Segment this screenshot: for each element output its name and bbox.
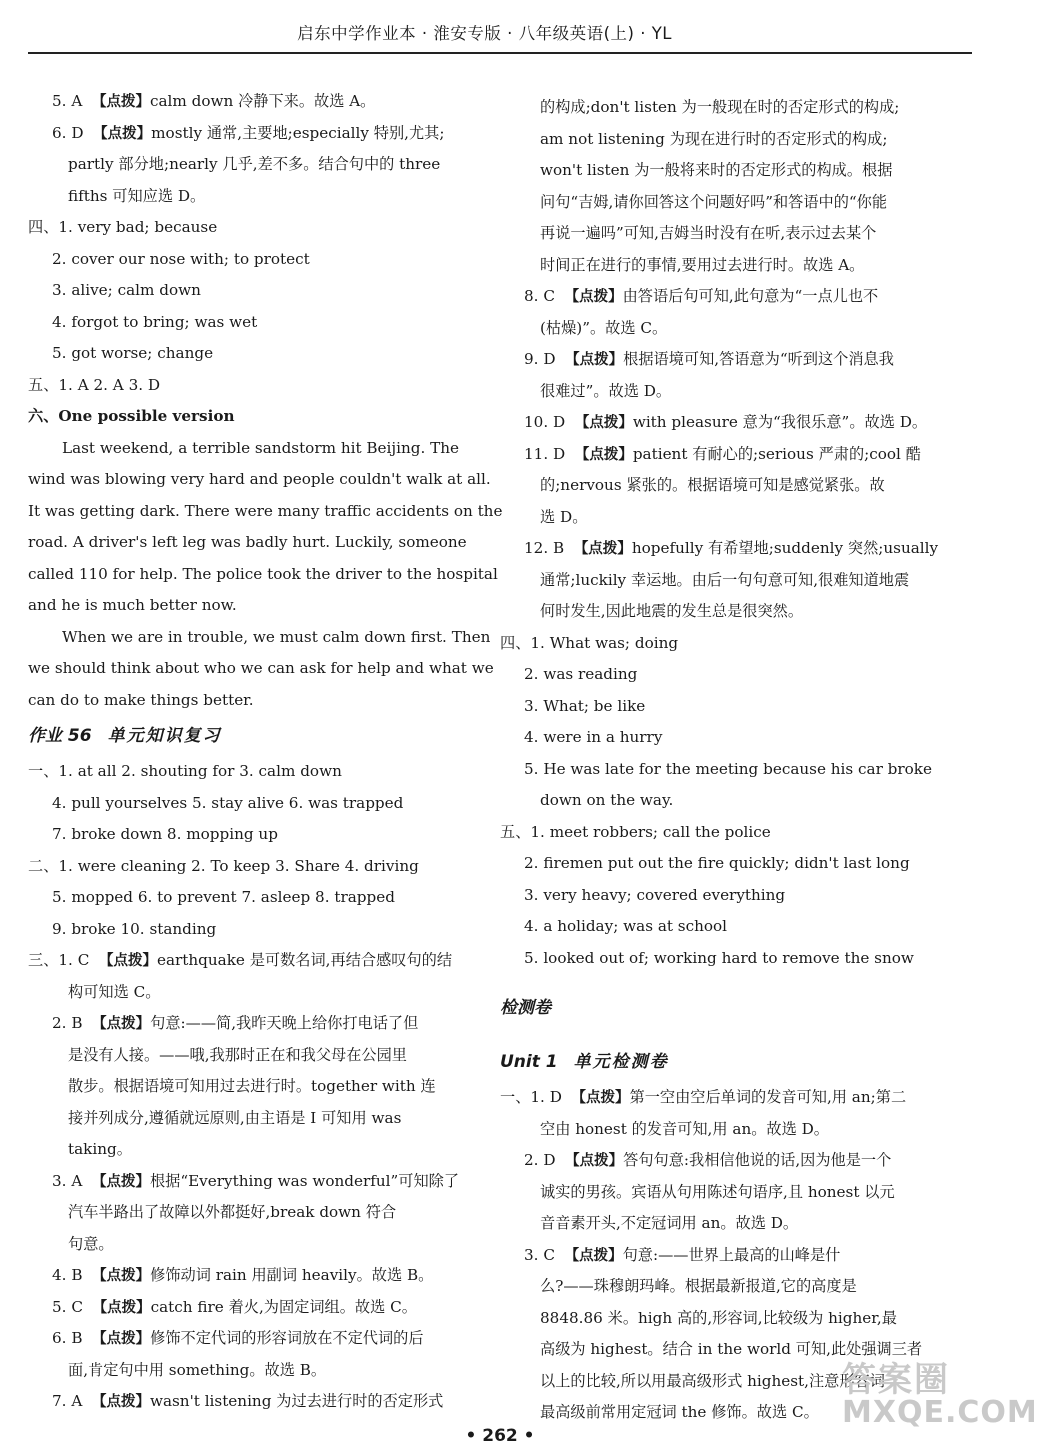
answer-line xyxy=(28,882,460,914)
answer-text: 再说一遍吗”可知,吉姆当时没有在听,表示过去某个 xyxy=(540,224,877,242)
answer-number: 6. B xyxy=(52,1329,83,1347)
answer-text: mostly 通常,主要地;especially 特别,尤其; xyxy=(151,123,445,142)
answer-line xyxy=(500,880,904,912)
answer-text: partly 部分地;nearly 几乎,差不多。结合句中的 three xyxy=(68,155,441,173)
answer-number: 三、1. C xyxy=(28,951,90,969)
answer-line xyxy=(28,977,460,1009)
answer-text: catch fire 着火,为固定词组。故选 C。 xyxy=(150,1297,417,1316)
answer-text: 汽车半路出了故障以外都挺好,break down 符合 xyxy=(68,1203,397,1221)
answer-line xyxy=(28,622,491,654)
answer-line xyxy=(28,212,460,244)
answer-line xyxy=(28,590,460,622)
answer-text: 以上的比较,所以用最高级形式 highest,注意形容词 xyxy=(540,1371,885,1390)
answer-line xyxy=(500,218,904,250)
answer-line xyxy=(28,685,460,717)
answer-text: 句意:——世界上最高的山峰是什 xyxy=(622,1245,841,1264)
answer-text: 3. What; be like xyxy=(524,696,646,715)
answer-text: 的构成;don't listen 为一般现在时的否定形式的构成; xyxy=(540,98,900,116)
answer-text: 2. was reading xyxy=(524,665,638,683)
answer-text: 3. alive; calm down xyxy=(52,281,201,299)
hint-label: 【点拨】 xyxy=(92,1268,151,1284)
hint-label: 【点拨】 xyxy=(574,415,633,431)
answer-number: 3. C xyxy=(524,1245,555,1264)
answer-text: 第一空由空后单词的发音可知,用 an;第二 xyxy=(629,1088,907,1106)
answer-line xyxy=(28,275,460,307)
spacer xyxy=(500,974,904,988)
answer-line xyxy=(28,1386,460,1418)
answer-text: wind was blowing very hard and people couldn't walk at all. xyxy=(28,470,491,488)
section-heading xyxy=(500,988,904,1028)
answer-line xyxy=(500,533,939,565)
answer-number: 8. C xyxy=(524,287,555,305)
hint-label: 【点拨】 xyxy=(92,1331,151,1347)
answer-text: 五、1. meet robbers; call the police xyxy=(500,822,771,841)
answer-text: 8848.86 米。high 高的,形容词,比较级为 higher,最 xyxy=(540,1308,897,1327)
answer-line xyxy=(28,1103,460,1135)
answer-text: 面,肯定句中用 something。故选 B。 xyxy=(68,1360,327,1379)
answer-line xyxy=(500,250,904,282)
hint-label: 【点拨】 xyxy=(93,125,152,142)
answer-text: 是没有人接。——哦,我那时正在和我父母在公园里 xyxy=(68,1045,407,1064)
section-heading xyxy=(500,1042,904,1082)
spacer xyxy=(500,1028,904,1042)
answer-line xyxy=(28,851,460,883)
answer-line xyxy=(28,527,467,559)
answer-number: 4. B xyxy=(52,1266,83,1284)
answer-text: 句意。 xyxy=(68,1234,114,1253)
answer-line xyxy=(500,1145,904,1177)
answer-line xyxy=(500,659,904,691)
answer-number: 5. A xyxy=(52,92,83,110)
page-number: • 262 • xyxy=(465,1426,535,1446)
answer-text: 构可知选 C。 xyxy=(68,982,161,1001)
answer-line xyxy=(500,1082,907,1114)
answer-number: 9. D xyxy=(524,350,556,368)
answer-number: 2. B xyxy=(52,1014,83,1032)
answer-line xyxy=(500,1240,904,1272)
answer-text: 修饰不定代词的形容词放在不定代词的后 xyxy=(150,1329,424,1347)
answer-line xyxy=(28,118,460,150)
answer-text: 7. broke down 8. mopping up xyxy=(52,825,278,843)
answer-text: 二、1. were cleaning 2. To keep 3. Share 4. driving xyxy=(28,856,419,875)
answer-text: 根据“Everything was wonderful”可知除了 xyxy=(149,1171,460,1190)
answer-line xyxy=(500,313,904,345)
answer-line xyxy=(500,911,904,943)
answer-text: 5. got worse; change xyxy=(52,344,214,362)
hint-label: 【点拨】 xyxy=(565,352,624,368)
hint-label: 【点拨】 xyxy=(574,446,633,463)
answer-line xyxy=(28,370,460,402)
answer-text: with pleasure 意为“我很乐意”。故选 D。 xyxy=(632,413,928,431)
answer-text: 4. forgot to bring; was wet xyxy=(52,312,258,331)
answer-line xyxy=(500,1114,904,1146)
answer-text: 选 D。 xyxy=(540,507,588,526)
answer-line xyxy=(500,565,910,597)
answer-text: 音音素开头,不定冠词用 an。故选 D。 xyxy=(540,1214,799,1232)
answer-number: 12. B xyxy=(524,539,565,557)
answer-text: and he is much better now. xyxy=(28,596,237,614)
answer-text: It was getting dark. There were many traffic accidents on the xyxy=(28,501,503,520)
answer-text: won't listen 为一般将来时的否定形式的构成。根据 xyxy=(540,161,893,179)
answer-line xyxy=(28,149,460,181)
answer-number: 一、1. D xyxy=(500,1088,562,1106)
answer-line xyxy=(28,1355,460,1387)
answer-text: 最高级前常用定冠词 the 修饰。故选 C。 xyxy=(540,1403,819,1421)
answer-text: 修饰动词 rain 用副词 heavily。故选 B。 xyxy=(150,1266,434,1284)
answer-line xyxy=(28,1166,460,1198)
answer-text: 时间正在进行的事情,要用过去进行时。故选 A。 xyxy=(540,255,865,274)
answer-text: down on the way. xyxy=(540,791,674,809)
answer-number: 7. A xyxy=(52,1392,83,1410)
hint-label: 【点拨】 xyxy=(573,541,632,557)
hint-label: 【点拨】 xyxy=(571,1090,630,1106)
hint-label: 【点拨】 xyxy=(564,289,623,305)
answer-text: 诚实的男孩。宾语从句用陈述句语序,且 honest 以元 xyxy=(540,1182,895,1201)
answer-line xyxy=(28,653,494,685)
answer-line xyxy=(500,187,904,219)
answer-text: 5. looked out of; working hard to remove the snow xyxy=(524,948,914,967)
answer-text: 问句“吉姆,请你回答这个问题好吗”和答语中的“你能 xyxy=(540,192,888,211)
answer-text: 4. were in a hurry xyxy=(524,728,663,746)
answer-line xyxy=(500,124,904,156)
answer-text: 一、1. at all 2. shouting for 3. calm down xyxy=(28,762,342,780)
watermark-logo xyxy=(842,1352,1038,1444)
answer-line xyxy=(28,1260,460,1292)
answer-line xyxy=(500,439,921,471)
answer-line xyxy=(500,785,904,817)
answer-text: 散步。根据语境可知用过去进行时。together with 连 xyxy=(68,1077,436,1095)
answer-text: 接并列成分,遵循就远原则,由主语是 I 可知用 was xyxy=(68,1108,402,1127)
answer-line xyxy=(500,344,904,376)
answer-text: 3. very heavy; covered everything xyxy=(524,885,786,904)
answer-text: patient 有耐心的;serious 严肃的;cool 酷 xyxy=(632,444,921,463)
answer-text: am not listening 为现在进行时的否定形式的构成; xyxy=(540,129,888,148)
section-heading-number: Unit 1 xyxy=(500,1052,558,1072)
answer-text: 高级为 highest。结合 in the world 可知,此处强调三者 xyxy=(540,1340,923,1358)
answer-text: calm down 冷静下来。故选 A。 xyxy=(149,92,376,110)
hint-label: 【点拨】 xyxy=(564,1247,623,1264)
answer-text: 5. He was late for the meeting because his car broke xyxy=(524,759,932,778)
answer-line xyxy=(500,628,904,660)
answer-line xyxy=(28,181,460,213)
answer-line xyxy=(28,559,498,591)
answer-line xyxy=(500,722,904,754)
answer-text: 句意:——简,我昨天晚上给你打电话了但 xyxy=(150,1014,419,1032)
answer-text: 2. firemen put out the fire quickly; didn't last long xyxy=(524,854,910,872)
answer-line xyxy=(28,464,491,496)
answer-line xyxy=(28,1197,460,1229)
answer-text: 4. pull yourselves 5. stay alive 6. was trapped xyxy=(52,793,404,812)
answer-text: 很难过”。故选 D。 xyxy=(540,381,672,400)
answer-line xyxy=(28,433,460,465)
answer-line xyxy=(28,1323,460,1355)
answer-text: 五、1. A 2. A 3. D xyxy=(28,375,161,394)
answer-text: Last weekend, a terrible sandstorm hit Beijing. The xyxy=(62,438,460,457)
answer-text: fifths 可知应选 D。 xyxy=(68,186,206,205)
hint-label: 【点拨】 xyxy=(98,953,157,969)
answer-number: 10. D xyxy=(524,413,566,431)
section-heading xyxy=(28,716,460,756)
answer-number: 11. D xyxy=(524,444,566,463)
answer-line xyxy=(500,1271,904,1303)
answer-number: 6. D xyxy=(52,123,84,142)
answer-text: 答句句意:我相信他说的话,因为他是一个 xyxy=(623,1151,892,1169)
answer-text: road. A driver's left leg was badly hurt. Luckily, someone xyxy=(28,533,467,551)
answer-text: 5. mopped 6. to prevent 7. asleep 8. trapped xyxy=(52,888,395,906)
answer-text: 四、1. very bad; because xyxy=(28,218,218,236)
answer-text: hopefully 有希望地;suddenly 突然;usually xyxy=(631,539,939,557)
answer-line xyxy=(500,848,910,880)
answer-line xyxy=(28,338,460,370)
answer-line xyxy=(28,756,460,788)
right-column xyxy=(500,92,939,1429)
answer-line xyxy=(28,496,503,528)
answer-line xyxy=(500,376,904,408)
version-heading: 六、One possible version xyxy=(28,407,235,425)
answer-text: 四、1. What was; doing xyxy=(500,633,679,652)
answer-text: 9. broke 10. standing xyxy=(52,919,217,938)
answer-line xyxy=(28,86,460,118)
answer-line xyxy=(500,596,904,628)
answer-text: wasn't listening 为过去进行时的否定形式 xyxy=(149,1392,444,1410)
answer-line xyxy=(500,470,904,502)
hint-label: 【点拨】 xyxy=(91,1394,150,1410)
section-heading-title: 单元检测卷 xyxy=(573,1052,669,1072)
answer-text: 的;nervous 紧张的。根据语境可知是感觉紧张。故 xyxy=(540,476,885,494)
answer-line xyxy=(28,401,460,433)
answer-line xyxy=(500,754,932,786)
answer-text: called 110 for help. The police took the driver to the hospital xyxy=(28,564,498,583)
answer-text: 通常;luckily 幸运地。由后一句句意可知,很难知道地震 xyxy=(540,570,910,589)
answer-text: When we are in trouble, we must calm down first. Then xyxy=(62,627,491,646)
answer-line xyxy=(28,819,460,851)
answer-text: we should think about who we can ask for help and what we xyxy=(28,659,494,677)
answer-line xyxy=(28,914,460,946)
answer-line xyxy=(500,1208,904,1240)
book-title: 启东中学作业本 · 淮安专版 · 八年级英语(上) · YL xyxy=(297,24,672,43)
answer-line xyxy=(28,788,460,820)
hint-label: 【点拨】 xyxy=(92,1016,151,1032)
hint-label: 【点拨】 xyxy=(91,94,150,110)
hint-label: 【点拨】 xyxy=(92,1299,151,1316)
answer-number: 2. D xyxy=(524,1151,556,1169)
answer-line xyxy=(500,281,904,313)
answer-number: 3. A xyxy=(52,1171,83,1190)
answer-line xyxy=(28,1292,460,1324)
answer-text: earthquake 是可数名词,再结合感叹句的结 xyxy=(156,951,453,969)
watermark-text-top: 答案圈 xyxy=(842,1360,950,1400)
answer-line xyxy=(500,1303,904,1335)
answer-line xyxy=(28,1229,460,1261)
answer-line xyxy=(28,1040,460,1072)
answer-line xyxy=(500,502,904,534)
answer-text: 根据语境可知,答语意为“听到这个消息我 xyxy=(623,350,894,368)
section-heading-title: 单元知识复习 xyxy=(107,726,222,746)
answer-text: 何时发生,因此地震的发生总是很突然。 xyxy=(540,602,804,620)
page-header xyxy=(28,14,972,54)
answer-line xyxy=(28,244,460,276)
answer-line xyxy=(500,691,904,723)
answer-text: 由答语后句可知,此句意为“一点儿也不 xyxy=(622,287,879,305)
hint-label: 【点拨】 xyxy=(565,1153,624,1169)
answer-line xyxy=(500,155,904,187)
answer-line xyxy=(28,1134,460,1166)
answer-text: (枯燥)”。故选 C。 xyxy=(540,318,668,337)
answer-line xyxy=(28,945,460,977)
answer-line xyxy=(28,307,460,339)
answer-line xyxy=(28,1071,460,1103)
answer-line xyxy=(500,407,928,439)
answer-text: taking。 xyxy=(68,1140,132,1158)
answer-text: can do to make things better. xyxy=(28,690,254,709)
answer-text: 空由 honest 的发音可知,用 an。故选 D。 xyxy=(540,1119,829,1138)
hint-label: 【点拨】 xyxy=(91,1173,150,1190)
answer-line xyxy=(500,92,904,124)
left-column xyxy=(28,86,503,1418)
answer-line xyxy=(500,943,914,975)
answer-line xyxy=(500,1177,904,1209)
answer-number: 5. C xyxy=(52,1297,83,1316)
watermark-text-bottom: MXQE.COM xyxy=(842,1395,1038,1430)
answer-line xyxy=(28,1008,460,1040)
section-heading-number: 检测卷 xyxy=(500,998,551,1018)
answer-text: 么?——珠穆朗玛峰。根据最新报道,它的高度是 xyxy=(540,1277,857,1295)
answer-line xyxy=(500,817,904,849)
answer-text: 2. cover our nose with; to protect xyxy=(52,249,310,268)
answer-text: 4. a holiday; was at school xyxy=(524,917,728,935)
section-heading-number: 作业 56 xyxy=(28,726,92,746)
